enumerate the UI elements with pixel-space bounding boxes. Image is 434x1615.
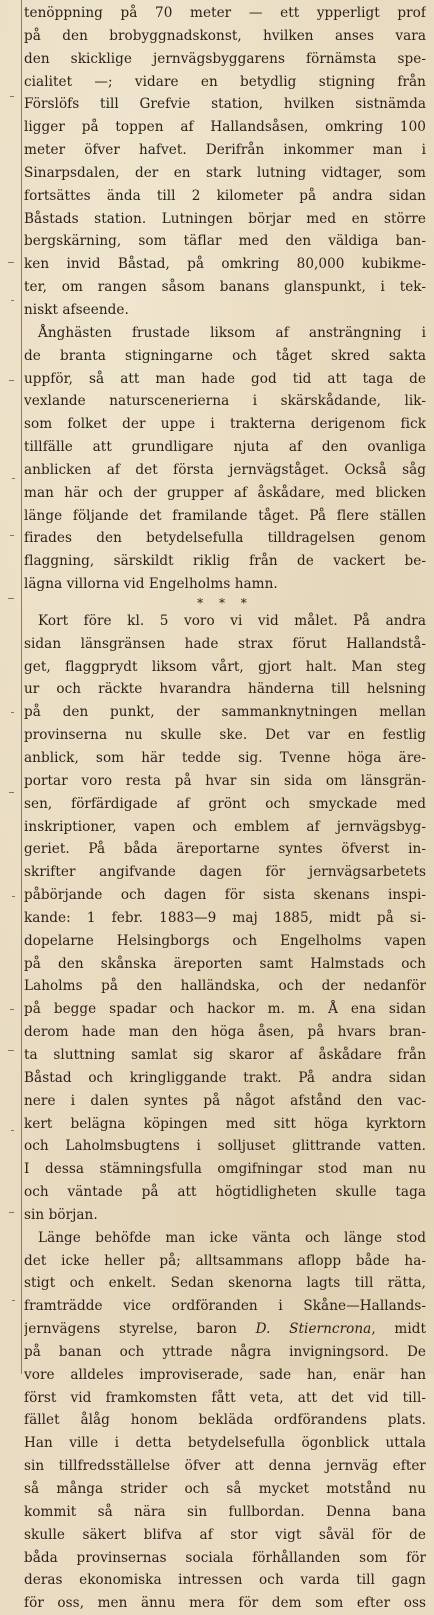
article-line: vexlande naturscenerierna i skärskådande, lik- <box>24 393 426 410</box>
article-line: tenöppning på 70 meter — ett ypperligt prof <box>24 5 426 21</box>
article-line: ligger på toppen af Hallandsåsen, omkring 100 <box>24 119 426 136</box>
article-line: anblicken af det första jernvägståget. Också såg <box>24 461 426 478</box>
article-line: på banan och yttrade några invigningsord. De <box>24 1343 426 1360</box>
article-line: på den punkt, der sammanknytningen mellan <box>24 704 426 721</box>
article-line: båda provinsernas sociala förhållanden som för <box>24 1549 426 1566</box>
line-text: jernvägens styrelse, baron <box>24 1321 256 1338</box>
article-line: Kort före kl. 5 voro vi vid målet. På andra <box>38 612 426 629</box>
article-line: Båstad och kringliggande trakt. På andra sidan <box>24 1069 426 1086</box>
article-line: dopelarne Helsingborgs och Engelholms vapen <box>24 932 426 949</box>
article-line: kande: 1 febr. 1883—9 maj 1885, midt på si- <box>24 909 426 926</box>
article-line: Länge behöfde man icke vänta och länge stod <box>38 1229 426 1246</box>
article-line: flaggning, särskildt riklig från de vackert be- <box>24 553 426 570</box>
article-line: sin början. <box>24 1206 98 1223</box>
paragraph-1 <box>24 2 426 322</box>
article-line: de branta stigningarne och tåget skred sakta <box>24 347 426 364</box>
adjacent-column-fragment <box>0 0 18 1374</box>
column-rule <box>21 0 22 1374</box>
article-line: som folket der uppe i trakterna derigenom fick <box>24 416 426 433</box>
article-line: firades den betydelsefulla tilldragelsen genom <box>24 530 426 547</box>
section-separator <box>24 596 426 610</box>
article-line: stigt och enkelt. Sedan skenorna lagts till rätta, <box>24 1275 426 1292</box>
article-line: och Laholmsbugtens i solljuset glittrande vatten. <box>24 1138 426 1155</box>
paragraph-2 <box>24 322 426 596</box>
person-name: D. Stierncrona <box>255 1321 372 1338</box>
article-line: sen, förfärdigade af grönt och smyckade med <box>24 795 426 812</box>
line-text: , midt <box>371 1321 426 1338</box>
article-line: ta sluttning samlat sig skaror af åskådare från <box>24 1046 426 1063</box>
article-line: Båstads station. Lutningen börjar med en större <box>24 210 426 227</box>
paragraph-4 <box>24 1227 426 1615</box>
article-line: kommit så nära sin fullbordan. Denna bana <box>24 1503 426 1520</box>
article-line: och väntade på att högtidligheten skulle taga <box>24 1184 426 1201</box>
article-line: länge följande det framilande tåget. På flere ställen <box>24 507 426 524</box>
article-line: I dessa stämningsfulla omgifningar stod man nu <box>24 1161 426 1178</box>
article-line: sidan länsgränsen hade strax förut Hallandstå- <box>24 635 426 652</box>
article-line: derom hade man den höga åsen, på hvars bran- <box>24 1024 426 1041</box>
article-line: för oss, men ännu mera för dem som efter oss <box>24 1595 426 1612</box>
article-line: så många strider och så mycket motstånd nu <box>24 1481 426 1497</box>
article-line: portar voro resta på hvar sin sida om länsgrän- <box>24 772 426 789</box>
article-line: ur och räckte hvarandra händerna till helsning <box>24 681 426 698</box>
article-line: cialitet —; vidare en betydlig stigning från <box>24 73 426 90</box>
article-line: skrifter angifvande dagen för jernvägsarbetets <box>24 864 426 881</box>
article-line: geriet. På båda äreportarne syntes öfverst in- <box>24 841 426 858</box>
article-line: Han ville i detta betydelsefulla ögonblick uttala <box>24 1435 426 1452</box>
article-line: fället ålåg honom bekläda ordförandens plats. <box>24 1412 426 1429</box>
article-line: på begge spadar och hackor m. m. Å ena sidan <box>24 1001 426 1018</box>
article-line: sin tillfredsställelse öfver att denna jernväg efter <box>24 1458 426 1475</box>
article-line: get, flaggprydt liksom vårt, gjort halt. Man steg <box>24 658 426 675</box>
article-line: tillfälle att grundligare njuta af den ovanliga <box>24 439 426 456</box>
article-line: framträdde vice ordföranden i Skåne—Hallands- <box>24 1298 426 1315</box>
article-line: först vid framkomsten fått veta, att det vid till- <box>24 1389 426 1406</box>
article-line: meter öfver hafvet. Derifrån inkommer man i <box>24 142 426 159</box>
article-line: på den skånska äreporten samt Halmstads och <box>24 955 426 972</box>
article-line: provinserna nu skulle ske. Det var en festlig <box>24 727 426 744</box>
article-line: ken invid Båstad, på omkring 80,000 kubikme- <box>24 256 426 273</box>
article-line: bergskärning, som täflar med den väldiga ban- <box>24 233 426 250</box>
article-line: ter, om rangen såsom banans glanspunkt, i tek- <box>24 279 426 296</box>
article-line: niskt afseende. <box>24 301 129 318</box>
separator-glyphs: * * * <box>197 595 253 610</box>
article-line: den skicklige jernvägsbyggarens förnämsta spe- <box>24 50 426 67</box>
article-line: uppför, så att man hade god tid att taga de <box>24 370 426 387</box>
article-line: man här och der grupper af åskådare, med blicken <box>24 484 426 501</box>
article-line: Laholms på den halländska, och der nedanför <box>24 978 426 995</box>
article-line: deras ekonomiska intressen och varda till gagn <box>24 1572 426 1589</box>
article-line: det icke heller på; alltsammans aflopp både ha- <box>24 1252 426 1269</box>
paragraph-3 <box>24 610 426 1227</box>
article-line: inskriptioner, vapen och emblem af jernvägsbyg- <box>24 818 426 835</box>
article-line: påbörjande och dagen för sista skenans inspi- <box>24 887 426 904</box>
article-line: nere i dalen syntes på något afstånd den vac- <box>24 1092 426 1109</box>
article-line <box>24 1318 426 1341</box>
article-line: på den brobyggnadskonst, hvilken anses vara <box>24 27 426 44</box>
article-line: kert belägna köpingen med sitt höga kyrktorn <box>24 1115 426 1132</box>
article-line: Förslöfs till Grefvie station, hvilken sistnämda <box>24 96 426 113</box>
article-line: skulle säkert blifva af stor vigt såväl för de <box>24 1526 426 1543</box>
article-line: anblick, som här tedde sig. Tvenne höga äre- <box>24 750 426 766</box>
article-line: lägna villorna vid Engelholms hamn. <box>24 576 278 593</box>
article-column <box>24 2 426 1615</box>
article-line: vore alldeles improviserade, sade han, enär han <box>24 1366 426 1383</box>
article-line: fortsättes ända till 2 kilometer på andra sidan <box>24 187 426 204</box>
article-line: Ånghästen frustade liksom af ansträngning i <box>38 324 426 341</box>
article-line: Sinarpsdalen, der en stark lutning vidtager, som <box>24 164 426 181</box>
